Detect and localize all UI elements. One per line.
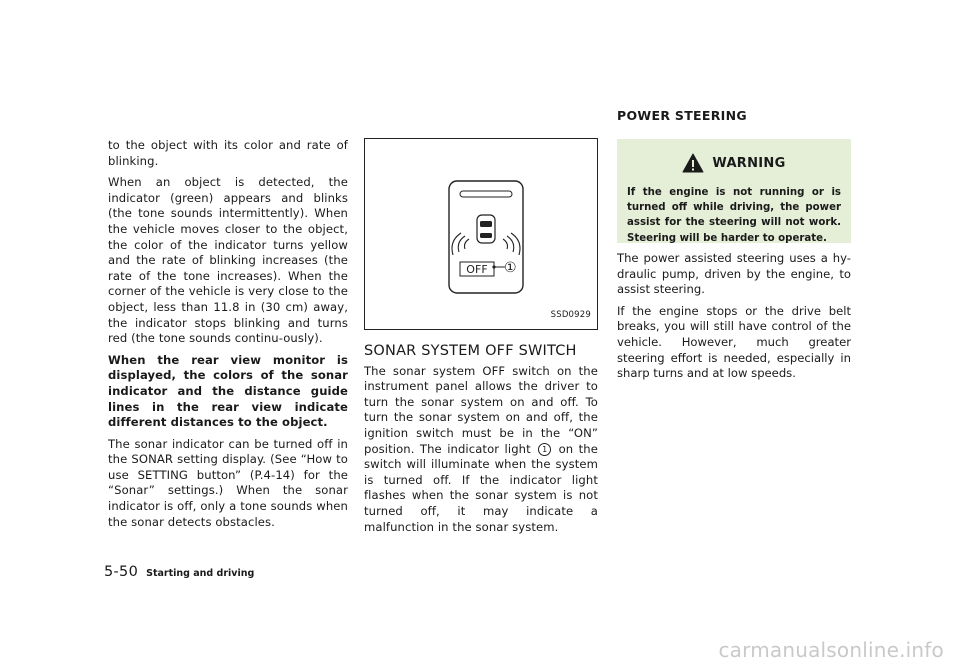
paragraph-sonar-switch-part2: on the switch will illuminate when the system is turned off. If the indicator light flashes when the sonar system is not turned off, it may indicate a malfunction in the sonar system.	[364, 441, 598, 534]
paragraph-sonar-setting: The sonar indicator can be turned off in the SONAR setting display. (See “How to use SETTING button” (P.4-14) for the “Sonar” settings.) When the sonar indicator is off, only a tone sounds when the sonar detects obstacles.	[108, 436, 348, 529]
callout-number: ①	[504, 260, 517, 276]
warning-box	[617, 139, 851, 243]
warning-text: If the engine is not running or is turned off while driving, the power assist for the steering will not work. Steering will be harder to operate.	[627, 187, 841, 244]
heading-sonar-off-switch: SONAR SYSTEM OFF SWITCH	[364, 343, 577, 359]
sonar-car-icon	[477, 215, 495, 243]
paragraph-continuation: to the object with its color and rate of blinking.	[108, 138, 348, 168]
watermark: carmanualsonline.info	[718, 638, 944, 662]
warning-title: WARNING	[712, 155, 786, 171]
switch-top-slot	[460, 191, 512, 197]
heading-power-steering: POWER STEERING	[617, 108, 747, 123]
column-left	[108, 138, 348, 536]
off-label: OFF	[466, 263, 488, 276]
paragraph-power-steering-2: If the engine stops or the drive belt breaks, you will still have control of the vehicle. However, much greater steering effort is needed, especially in sharp turns and at low speeds.	[617, 303, 851, 381]
sonar-switch-illustration	[365, 139, 597, 329]
column-middle	[364, 138, 598, 541]
paragraph-power-steering-1: The power assisted steering uses a hy-draulic pump, driven by the engine, to assist steering.	[617, 251, 851, 297]
power-steering-text	[617, 251, 851, 388]
warning-triangle-icon	[682, 153, 704, 173]
callout-marker: 1	[538, 443, 551, 456]
warning-header	[627, 153, 841, 173]
paragraph-indicator-colors: When an object is detected, the indicator (green) appears and blinks (the tone sounds intermittently). When the vehicle moves closer to the object, the color of the indicator turns yellow and the rate of blinking increases (the rate of the tone increases). When the corner of the vehicle is very close to the object, less than 11.8 in (30 cm) away, the indicator stops blinking and turns red (the tone sounds continu-ously).	[108, 175, 348, 346]
sonar-switch-figure	[364, 138, 598, 330]
page-footer	[104, 564, 254, 580]
paragraph-sonar-switch-part1: The sonar system OFF switch on the instrument panel allows the driver to turn the sonar system on and off. To turn the sonar system on and off, the ignition switch must be in the “ON” position. The indicator light	[364, 363, 598, 456]
page-number: 5-50	[104, 564, 139, 580]
section-name: Starting and driving	[146, 568, 255, 579]
paragraph-rear-view-note: When the rear view monitor is displayed, the colors of the sonar indicator and the distance guide lines in the rear view indicate different distances to the object.	[108, 352, 348, 430]
figure-code: SSD0929	[550, 310, 591, 321]
paragraph-sonar-switch	[364, 364, 598, 536]
